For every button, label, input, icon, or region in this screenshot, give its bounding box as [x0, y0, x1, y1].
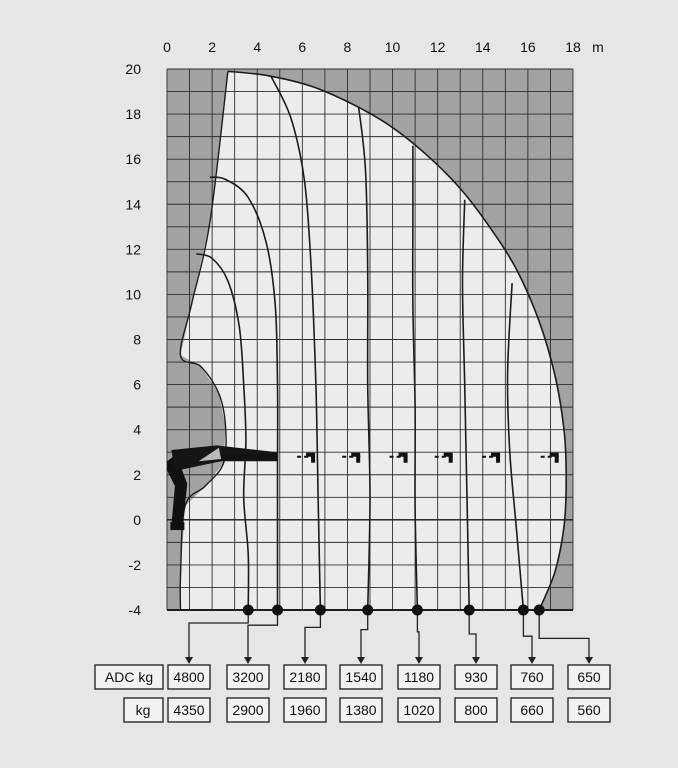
adc-value-5: 1180 [403, 669, 435, 685]
adc-value-4: 1540 [345, 669, 377, 685]
adc-value-6: 930 [464, 669, 488, 685]
leader-line-4 [361, 610, 368, 659]
leader-arrow-head [585, 657, 593, 664]
leader-line-3 [305, 610, 320, 659]
leader-line-5 [417, 610, 419, 659]
y-tick-label: 20 [125, 61, 141, 77]
x-tick-label: 18 [565, 39, 581, 55]
leader-arrow-head [415, 657, 423, 664]
kg-value-1: 4350 [173, 702, 205, 718]
reach-end-dot-4 [362, 605, 373, 616]
x-tick-label: 10 [384, 39, 401, 55]
adc-value-7: 760 [520, 669, 544, 685]
leader-line-8 [539, 610, 589, 659]
leader-arrow-head [244, 657, 252, 664]
row-label-kg: kg [135, 702, 151, 718]
row-label-adc-kg: ADC kg [104, 669, 154, 685]
kg-value-4: 1380 [345, 702, 377, 718]
kg-value-2: 2900 [232, 702, 264, 718]
y-tick-label: 4 [133, 421, 141, 438]
leader-arrow-head [185, 657, 193, 664]
y-tick-label: 2 [133, 466, 141, 483]
y-tick-label: -2 [128, 556, 141, 573]
kg-value-5: 1020 [403, 702, 435, 718]
kg-value-3: 1960 [289, 702, 321, 718]
reach-end-dot-2 [272, 605, 283, 616]
y-tick-label: 18 [125, 106, 141, 123]
adc-value-8: 650 [577, 669, 601, 685]
reach-end-dot-3 [315, 605, 326, 616]
y-tick-label: 6 [133, 376, 141, 393]
adc-value-3: 2180 [289, 669, 321, 685]
y-tick-label: 8 [133, 331, 141, 348]
reach-end-dot-5 [412, 605, 423, 616]
reach-end-dot-1 [243, 605, 254, 616]
x-tick-label: 2 [208, 39, 217, 55]
crane-base [170, 522, 184, 530]
y-tick-label: 10 [125, 286, 141, 303]
y-tick-label: 14 [125, 196, 141, 213]
reach-end-dot-8 [534, 605, 545, 616]
kg-value-6: 800 [464, 702, 488, 718]
leader-arrow-head [528, 657, 536, 664]
x-tick-label: 0 [163, 39, 171, 55]
leader-line-6 [469, 610, 476, 659]
reach-end-dot-7 [518, 605, 529, 616]
x-tick-label: 16 [520, 39, 536, 55]
x-tick-label: 12 [429, 39, 446, 55]
adc-value-2: 3200 [232, 669, 264, 685]
x-tick-label: 14 [474, 39, 491, 55]
leader-line-2 [248, 610, 278, 659]
leader-arrow-head [472, 657, 480, 664]
leader-arrow-head [301, 657, 309, 664]
x-tick-label: 4 [253, 39, 262, 55]
leader-line-1 [189, 610, 248, 659]
x-tick-label: 8 [343, 39, 352, 55]
y-tick-label: 0 [133, 511, 141, 528]
y-tick-label: -4 [128, 602, 141, 618]
reach-end-dot-6 [464, 605, 475, 616]
x-axis-unit-label: m [592, 39, 604, 55]
x-tick-label: 6 [298, 39, 307, 55]
leader-arrow-head [357, 657, 365, 664]
y-tick-label: 12 [125, 241, 141, 258]
kg-value-7: 660 [520, 702, 544, 718]
adc-value-1: 4800 [173, 669, 205, 685]
kg-value-8: 560 [577, 702, 601, 718]
leader-line-7 [523, 610, 532, 659]
y-tick-label: 16 [125, 151, 141, 168]
